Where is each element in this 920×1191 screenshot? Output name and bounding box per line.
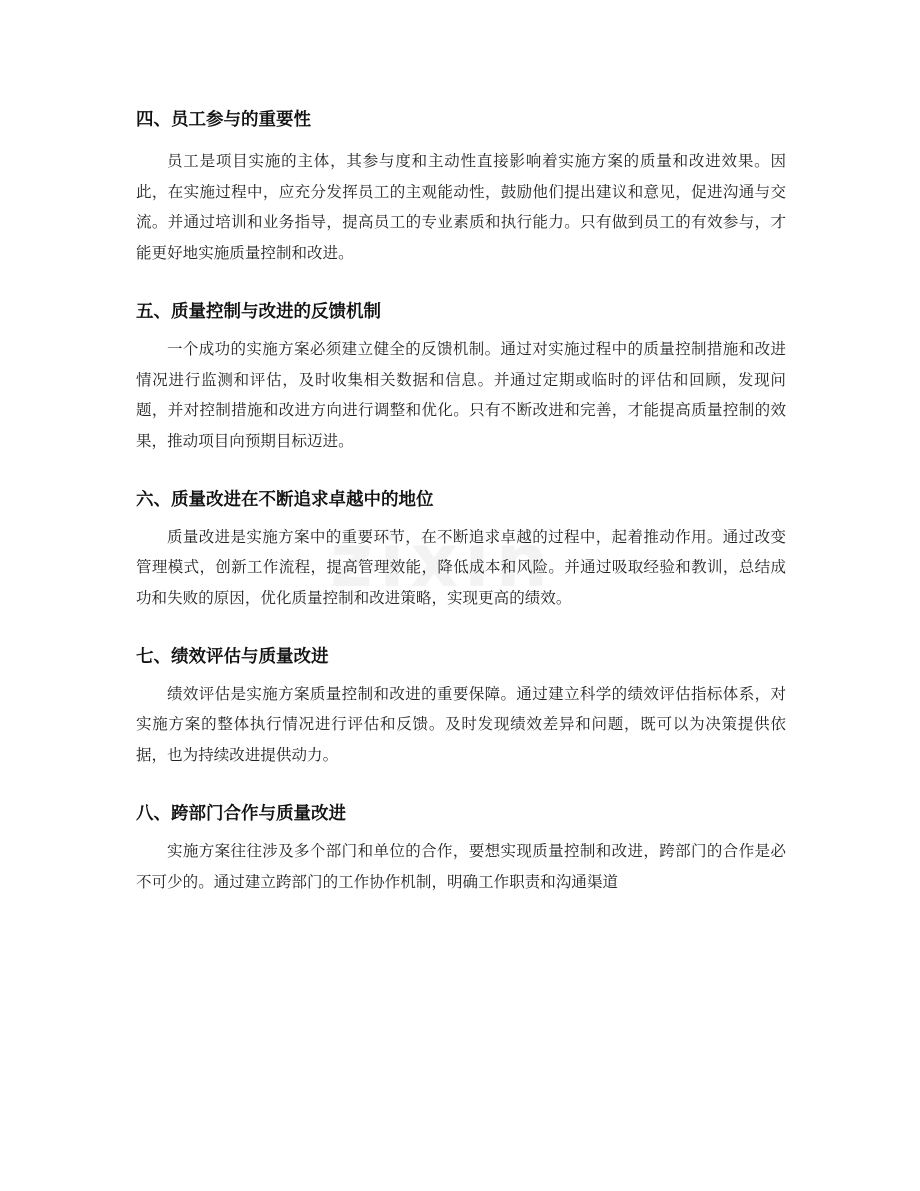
section-paragraph: 员工是项目实施的主体，其参与度和主动性直接影响着实施方案的质量和改进效果。因此，在实施过程中，应充分发挥员工的主观能动性，鼓励他们提出建议和意见，促进沟通与交流。并通过培训和业务指导，提高员工的专业素质和执行能力。只有做到员工的有效参与，才能更好地实施质量控制和改进。 xyxy=(136,152,786,263)
section-pursuit-of-excellence xyxy=(136,484,786,614)
section-paragraph: 一个成功的实施方案必须建立健全的反馈机制。通过对实施过程中的质量控制措施和改进情况进行监测和评估，及时收集相关数据和信息。并通过定期或临时的评估和回顾，发现问题，并对控制措施和改进方向进行调整和优化。只有不断改进和完善，才能提高质量控制的效果，推动项目向预期目标迈进。 xyxy=(136,339,786,450)
section-heading: 五、质量控制与改进的反馈机制 xyxy=(136,301,381,322)
section-paragraph: 实施方案往往涉及多个部门和单位的合作，要想实现质量控制和改进，跨部门的合作是必不可少的。通过建立跨部门的工作协作机制，明确工作职责和沟通渠道 xyxy=(136,841,786,891)
section-heading: 七、绩效评估与质量改进 xyxy=(136,646,329,667)
section-heading: 八、跨部门合作与质量改进 xyxy=(136,803,346,824)
section-paragraph: 绩效评估是实施方案质量控制和改进的重要保障。通过建立科学的绩效评估指标体系，对实施方案的整体执行情况进行评估和反馈。及时发现绩效差异和问题，既可以为决策提供依据，也为持续改进提供动力。 xyxy=(136,684,786,765)
section-employee-participation xyxy=(136,104,786,269)
section-performance-evaluation xyxy=(136,641,786,771)
section-paragraph: 质量改进是实施方案中的重要环节，在不断追求卓越的过程中，起着推动作用。通过改变管理模式，创新工作流程，提高管理效能，降低成本和风险。并通过吸取经验和教训，总结成功和失败的原因，优化质量控制和改进策略，实现更高的绩效。 xyxy=(136,527,786,608)
section-feedback-mechanism xyxy=(136,296,786,457)
document-content xyxy=(136,104,786,897)
section-heading: 六、质量改进在不断追求卓越中的地位 xyxy=(136,489,434,510)
section-cross-department-cooperation xyxy=(136,798,786,897)
section-heading: 四、员工参与的重要性 xyxy=(136,110,311,130)
